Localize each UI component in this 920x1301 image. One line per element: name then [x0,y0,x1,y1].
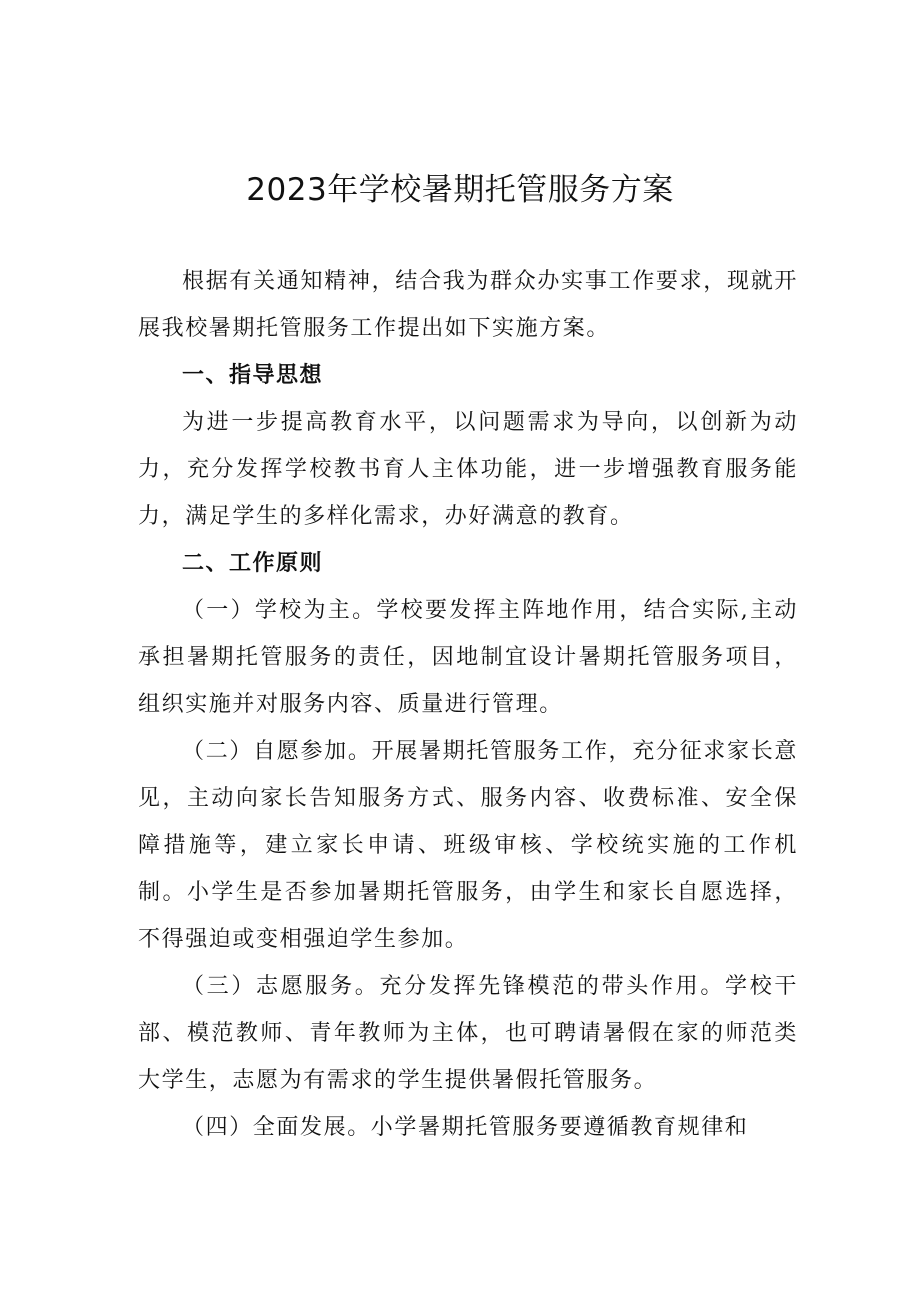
section-heading-guiding-ideology: 一、指导思想 [182,363,324,388]
document-body [138,258,798,1151]
principle-volunteer-service: （三）志愿服务。充分发挥先锋模范的带头作用。学校干部、模范教师、青年教师为主体，也可聘请暑假在家的师范类大学生，志愿为有需求的学生提供暑假托管服务。 [138,974,798,1093]
document-title: 2023年学校暑期托管服务方案 [246,172,674,208]
intro-paragraph: 根据有关通知精神，结合我为群众办实事工作要求，现就开展我校暑期托管服务工作提出如下实施方案。 [138,269,798,341]
section-1-paragraph: 为进一步提高教育水平，以问题需求为导向，以创新为动力，充分发挥学校教书育人主体功能，进一步增强教育服务能力，满足学生的多样化需求，办好满意的教育。 [138,410,798,529]
section-heading-working-principles: 二、工作原则 [182,551,324,576]
principle-school-led: （一）学校为主。学校要发挥主阵地作用，结合实际,主动承担暑期托管服务的责任，因地制宜设计暑期托管服务项目，组织实施并对服务内容、质量进行管理。 [138,598,798,717]
principle-all-round-development: （四）全面发展。小学暑期托管服务要遵循教育规律和 [182,1115,749,1140]
principle-voluntary: （二）自愿参加。开展暑期托管服务工作，充分征求家长意见，主动向家长告知服务方式、服务内容、收费标准、安全保障措施等，建立家长申请、班级审核、学校统实施的工作机制。小学生是否参加暑期托管服务，由学生和家长自愿选择，不得强迫或变相强迫学生参加。 [138,739,798,952]
